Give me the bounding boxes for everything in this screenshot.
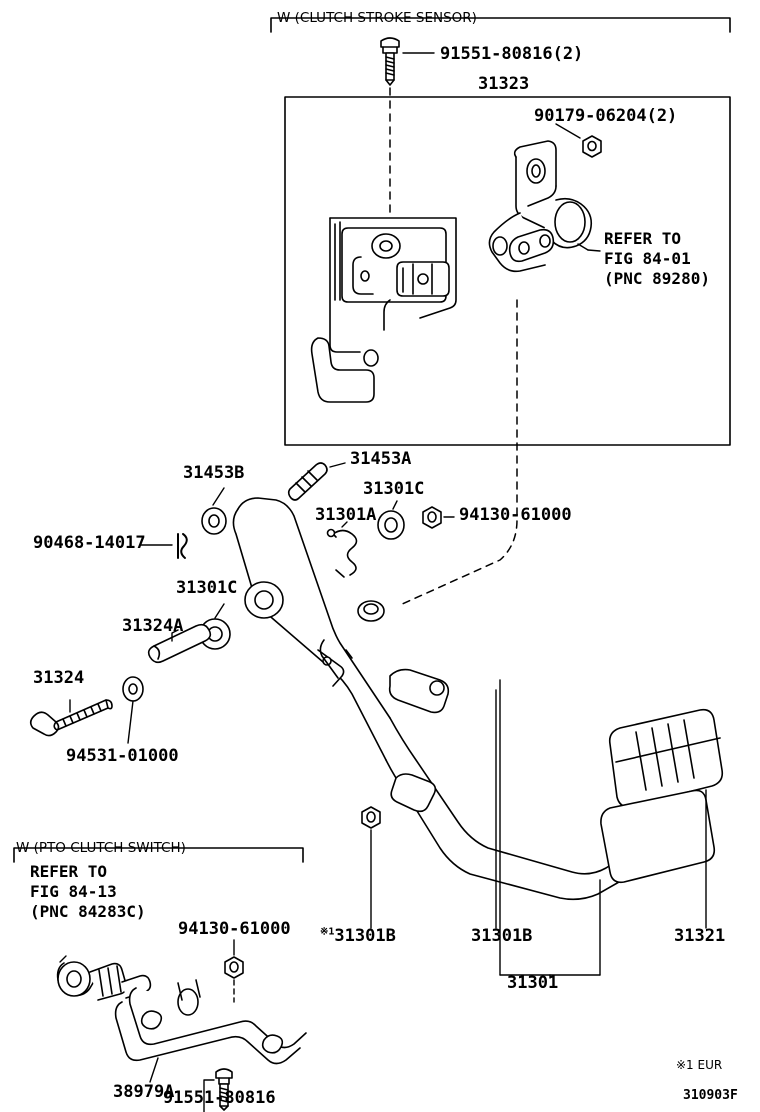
callout-31324: 31324: [33, 668, 85, 688]
callout-38979A: 38979A: [113, 1082, 175, 1102]
callout-31301C-left: 31301C: [176, 578, 238, 598]
reference-fig-84-01-line2: FIG 84-01: [604, 249, 691, 268]
spring-31301A: [328, 530, 357, 578]
pedal-pad-31321: [601, 710, 722, 883]
nut-94130-61000-pto: [225, 957, 243, 978]
reference-fig-84-13: [30, 862, 146, 922]
eur-marker: ※1: [320, 926, 335, 938]
pto-switch-assembly: [58, 962, 306, 1064]
clutch-pedal-arm: [233, 498, 634, 899]
group-label-pto-clutch-switch: W (PTO CLUTCH SWITCH): [16, 840, 186, 856]
callout-91551-80816: 91551-80816: [163, 1088, 276, 1108]
washer-94531-01000: [123, 677, 143, 701]
callout-31324A: 31324A: [122, 616, 184, 636]
bush-31301C-top: [378, 511, 404, 539]
callout-31453B: 31453B: [183, 463, 245, 483]
reference-fig-84-01-line3: (PNC 89280): [604, 269, 710, 288]
callout-90179-06204-2: 90179-06204(2): [534, 106, 678, 126]
nut-94130-61000-bottom: [362, 807, 380, 828]
reference-fig-84-13-line3: (PNC 84283C): [30, 902, 146, 921]
callout-31453A: 31453A: [350, 449, 412, 469]
bolt-31324: [31, 700, 112, 736]
figure-code: 310903F: [683, 1088, 738, 1103]
bush-31453B: [202, 508, 226, 534]
footnote-eur: ※1 EUR: [676, 1058, 723, 1072]
callout-31301A: 31301A: [315, 505, 377, 525]
callout-91551-80816-2: 91551-80816(2): [440, 44, 584, 64]
dash-sensor-to-pedal: [400, 300, 517, 605]
callout-31321: 31321: [674, 926, 726, 946]
pin-31453A: [289, 463, 327, 500]
bracket-31323: [312, 218, 456, 402]
clip-90468-14017: [178, 534, 187, 558]
callout-31301B-eur: [320, 926, 396, 946]
callout-94531-01000: 94531-01000: [66, 746, 179, 766]
nut-94130-61000-top: [423, 507, 441, 528]
callout-94130-61000-pto: 94130-61000: [178, 919, 291, 939]
callout-31323: 31323: [478, 74, 530, 94]
reference-fig-84-13-line2: FIG 84-13: [30, 882, 117, 901]
callout-94130-61000-top: 94130-61000: [459, 505, 572, 525]
group-label-clutch-stroke-sensor: W (CLUTCH STROKE SENSOR): [277, 10, 477, 26]
nut-90179-06204: [583, 136, 601, 157]
callout-31301C-top: 31301C: [363, 479, 425, 499]
reference-fig-84-13-line1: REFER TO: [30, 862, 108, 881]
callout-90468-14017: 90468-14017: [33, 533, 146, 553]
callout-31301B: 31301B: [471, 926, 533, 946]
reference-fig-84-01-line1: REFER TO: [604, 229, 682, 248]
callout-31301: 31301: [507, 973, 559, 993]
reference-fig-84-01: [604, 229, 710, 289]
callout-31301B-eur-text: 31301B: [334, 926, 396, 946]
clutch-stroke-sensor-part: [489, 141, 591, 271]
bolt-91551-80816-top: [381, 38, 399, 85]
